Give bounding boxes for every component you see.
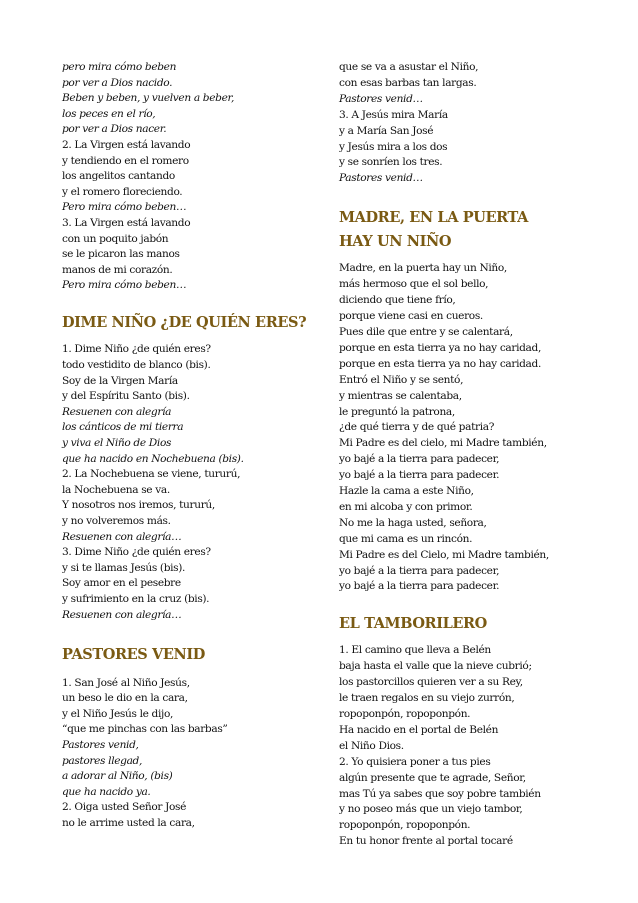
verse-line: el Niño Dios. (339, 739, 404, 752)
verse-line: 1. San José al Niño Jesús, (62, 676, 190, 689)
refrain-line: los cánticos de mi tierra (62, 421, 184, 434)
refrain-line: pastores llegad, (62, 754, 142, 767)
verse-line: 1. El camino que lleva a Belén (339, 644, 491, 657)
refrain-line: pero mira cómo beben (62, 61, 177, 73)
verse-line: con esas barbas tan largas. (339, 76, 477, 89)
verse-line: 3. Dime Niño ¿de quién eres? (62, 546, 211, 559)
verse-line: que mi cama es un rincón. (339, 532, 473, 545)
verse-line: porque viene casi en cueros. (339, 310, 483, 323)
verse-line: y a María San José (339, 124, 434, 137)
verse-line: le traen regalos en su viejo zurrón, (339, 692, 515, 705)
verse-line: Pues dile que entre y se calentará, (339, 326, 513, 338)
verse-line: 3. A Jesús mira María (339, 108, 448, 121)
verse-line: más hermoso que el sol bello, (339, 278, 489, 291)
verse-line: 1. Dime Niño ¿de quién eres? (62, 343, 211, 356)
verse-line: No me la haga usted, señora, (339, 516, 487, 529)
verse-line: y el romero floreciendo. (62, 185, 183, 198)
verse-line: yo bajé a la tierra para padecer. (339, 580, 500, 593)
verse-line: Soy de la Virgen María (62, 374, 178, 387)
verse-line: yo bajé a la tierra para padecer, (339, 564, 500, 577)
verse-line: algún presente que te agrade, Señor, (339, 771, 526, 784)
verse-line: y se sonríen los tres. (339, 156, 443, 169)
refrain-line: Pastores venid… (339, 172, 423, 185)
verse-line: Madre, en la puerta hay un Niño, (339, 262, 507, 275)
verse-line: Soy amor en el pesebre (62, 577, 181, 590)
verse-line: manos de mi corazón. (62, 263, 173, 276)
verse-line: mas Tú ya sabes que soy pobre también (339, 787, 541, 800)
verse-line: 2. La Virgen está lavando (62, 139, 191, 151)
refrain-line: que ha nacido ya. (62, 785, 151, 798)
verse-line: yo bajé a la tierra para padecer, (339, 453, 500, 466)
verse-line: ropoponpón, ropoponpón. (339, 819, 471, 832)
verse-line: y mientras se calentaba, (339, 389, 462, 402)
verse-line: yo bajé a la tierra para padecer. (339, 469, 500, 482)
verse-line: Y nosotros nos iremos, tururú, (62, 499, 215, 512)
verse-line: ropoponpón, ropoponpón. (339, 708, 471, 720)
verse-line: En tu honor frente al portal tocaré (339, 835, 513, 848)
refrain-line: a adorar al Niño, (bis) (62, 770, 173, 783)
verse-line: en mi alcoba y con primor. (339, 500, 473, 513)
verse-line: y Jesús mira a los dos (339, 140, 448, 153)
refrain-line: Beben y beben, y vuelven a beber, (62, 92, 235, 105)
refrain-line: Pastores venid, (62, 739, 139, 751)
section-heading-el-tamborilero: EL TAMBORILERO (339, 615, 487, 633)
verse-line: baja hasta el valle que la nieve cubrió; (339, 660, 532, 673)
section-heading-pastores-venid: PASTORES VENID (62, 645, 205, 663)
verse-line: Ha nacido en el portal de Belén (339, 723, 499, 736)
verse-line: y no poseo más que un viejo tambor, (339, 803, 523, 816)
refrain-line: Pero mira cómo beben… (62, 201, 187, 214)
verse-line: diciendo que tiene frío, (339, 294, 456, 307)
verse-line: porque en esta tierra ya no hay caridad. (339, 357, 541, 370)
section-heading-hay-un-nino: HAY UN NIÑO (339, 233, 452, 251)
verse-line: Hazle la cama a este Niño, (339, 485, 474, 497)
verse-line: porque en esta tierra ya no hay caridad, (339, 341, 541, 354)
verse-line: y no volveremos más. (62, 515, 171, 527)
refrain-line: por ver a Dios nacido. (62, 76, 173, 89)
verse-line: Mi Padre es del cielo, mi Madre también, (339, 437, 547, 450)
verse-line: que se va a asustar el Niño, (339, 61, 479, 73)
refrain-line: Pero mira cómo beben… (62, 279, 187, 292)
verse-line: la Nochebuena se va. (62, 483, 170, 496)
verse-line: le preguntó la patrona, (339, 405, 455, 418)
refrain-line: y viva el Niño de Dios (62, 437, 172, 449)
section-heading-madre-en-la-puerta: MADRE, EN LA PUERTA (339, 209, 528, 227)
verse-line: Mi Padre es del Cielo, mi Madre también, (339, 548, 549, 561)
verse-line: y sufrimiento en la cruz (bis). (62, 593, 210, 605)
verse-line: los angelitos cantando (62, 170, 175, 183)
section-heading-dime-nino-de-quien-eres: DIME NIÑO ¿DE QUIÉN ERES? (62, 314, 307, 332)
verse-line: 2. Oiga usted Señor José (62, 801, 187, 814)
verse-line: 2. Yo quisiera poner a tus pies (339, 755, 491, 768)
verse-line: ¿de qué tierra y de qué patria? (339, 421, 495, 434)
verse-line: y tendiendo en el romero (62, 154, 189, 167)
refrain-line: Resuenen con alegría… (62, 608, 182, 621)
verse-line: no le arrime usted la cara, (62, 817, 195, 829)
verse-line: “que me pinchas con las barbas” (62, 723, 228, 736)
refrain-line: Resuenen con alegría… (62, 530, 182, 543)
verse-line: y el Niño Jesús le dijo, (62, 707, 174, 720)
verse-line: todo vestidito de blanco (bis). (62, 359, 211, 371)
refrain-line: por ver a Dios nacer. (62, 123, 167, 136)
verse-line: los pastorcillos quieren ver a su Rey, (339, 676, 523, 689)
verse-line: con un poquito jabón (62, 232, 169, 245)
verse-line: 2. La Nochebuena se viene, tururú, (62, 468, 241, 481)
verse-line: Entró el Niño y se sentó, (339, 373, 464, 386)
verse-line: y del Espíritu Santo (bis). (62, 390, 190, 403)
verse-line: y si te llamas Jesús (bis). (62, 561, 186, 574)
refrain-line: Pastores venid… (339, 92, 423, 105)
refrain-line: Resuenen con alegría (62, 405, 172, 418)
verse-line: se le picaron las manos (62, 248, 180, 261)
refrain-line: los peces en el río, (62, 107, 156, 120)
verse-line: 3. La Virgen está lavando (62, 217, 191, 229)
refrain-line: que ha nacido en Nochebuena (bis). (62, 452, 244, 465)
verse-line: un beso le dio en la cara, (62, 692, 188, 705)
